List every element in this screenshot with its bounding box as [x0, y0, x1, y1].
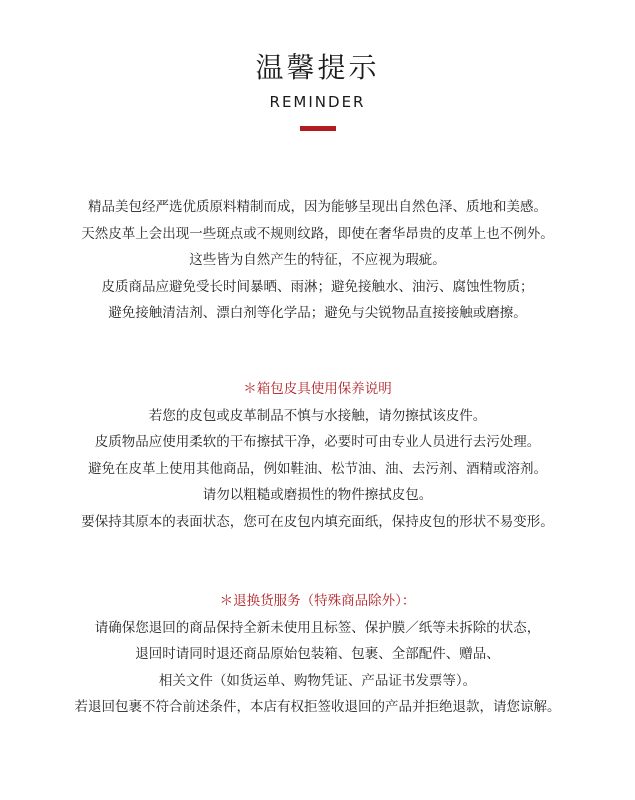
intro-line: 避免接触清洁剂、漂白剂等化学品；避免与尖锐物品直接接触或磨擦。 — [108, 305, 527, 321]
intro-line: 皮质商品应避免受长时间暴晒、雨淋；避免接触水、油污、腐蚀性物质； — [101, 278, 534, 295]
page-title: 温馨提示 — [255, 51, 380, 84]
returns-line: 若退回包裹不符合前述条件，本店有权拒签收退回的产品并拒绝退款，请您谅解。 — [74, 699, 561, 715]
intro-section — [0, 194, 635, 327]
returns-line: 请确保您退回的商品保持全新未使用且标签、保护膜／纸等未拆除的状态， — [94, 619, 541, 636]
care-line: 皮质物品应使用柔软的干布擦拭干净，必要时可由专业人员进行去污处理。 — [94, 434, 541, 450]
care-line: 避免在皮革上使用其他商品，例如鞋油、松节油、油、去污剂、酒精或溶剂。 — [88, 460, 547, 477]
care-line: 请勿以粗糙或磨损性的物件擦拭皮包。 — [202, 487, 433, 503]
page-subtitle: REMINDER — [269, 93, 366, 111]
care-heading: ＊箱包皮具使用保养说明 — [243, 381, 392, 397]
intro-line: 天然皮革上会出现一些斑点或不规则纹路，即使在奢华昂贵的皮革上也不例外。 — [81, 225, 554, 242]
care-line: 若您的皮包或皮革制品不慎与水接触，请勿擦拭该皮件。 — [148, 407, 487, 424]
care-line: 要保持其原本的表面状态，您可在皮包内填充面纸，保持皮包的形状不易变形。 — [81, 513, 554, 530]
intro-line: 精品美包经严选优质原料精制而成，因为能够呈现出自然色泽、质地和美感。 — [88, 199, 547, 215]
reminder-header — [0, 50, 635, 131]
care-section — [0, 376, 635, 535]
returns-heading: ＊退换货服务（特殊商品除外）： — [219, 593, 416, 609]
returns-line: 退回时请同时退还商品原始包装箱、包裹、全部配件、赠品、 — [135, 646, 500, 662]
returns-line: 相关文件（如货运单、购物凭证、产品证书发票等）。 — [158, 672, 477, 689]
accent-divider — [300, 126, 336, 131]
returns-section — [0, 588, 635, 721]
intro-line: 这些皆为自然产生的特征，不应视为瑕疵。 — [189, 252, 446, 268]
